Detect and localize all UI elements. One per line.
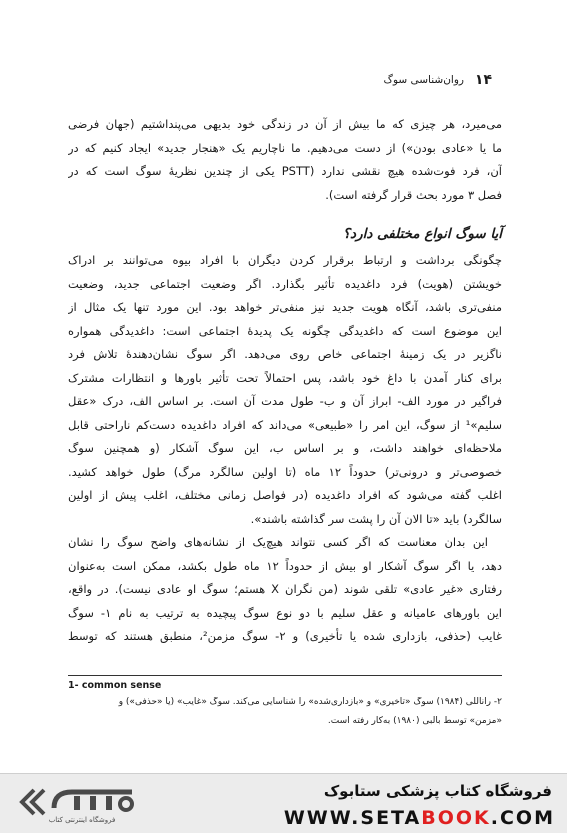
url-part-3: .COM [490,807,555,829]
text-line: رفتاری «غیر عادی» تلقی شوند (من نگران X هستم؛ سوگ او عادی نیست). در واقع، [68,582,502,596]
url-part-1: WWW.SETA [283,807,422,829]
url-part-2: BOOK [421,807,491,829]
footnote-divider [68,675,502,676]
footnote-2-line-2: «مزمن» توسط بالبی (۱۹۸۰) به‌کار رفته است. [327,716,502,726]
text-line: فصل ۳ مورد بحث قرار گرفته است). [325,187,502,202]
shop-url-link[interactable] [284,807,555,829]
footnote-1: 1- common sense [68,680,162,691]
text-line: این موضوع است که داغدیدگی چگونه یک پدیدهٔ اجتماعی است: داغدیدگی همواره [68,323,502,338]
text-line: سالگرد) باید «تا الان آن را پشت سر گذاشته باشند». [250,511,502,526]
store-banner[interactable] [0,773,567,833]
text-line: منفی‌تری باشد، آنگاه هویت جدید نیز منفی‌تر خواهد بود. این مورد تنها یک مثال از [68,300,502,314]
text-line: ناگزیر در یک زمینهٔ اجتماعی خاص روی می‌دهد. اگر سوگ نشان‌دهندهٔ تلاش فرد [68,347,502,361]
text-line: فراگیر در مورد الف- ابراز آن و ب- طول مدت آن است. بر اساس الف، درک «عقل [68,394,502,408]
section-heading: آیا سوگ انواع مختلفی دارد؟ [342,226,502,242]
page-header [60,72,492,92]
text-line: اغلب گفته می‌شود که افراد داغدیده (در فواصل زمانی مختلف، اغلب پیش از اولین [68,488,502,502]
footnote-2-line-1: ۲- راناللی (۱۹۸۴) سوگ «تأخیری» و «بازداری‌شده» را شناسایی می‌کند. سوگ «غایب» (یا «حذفی») و [118,697,502,707]
text-line: می‌میرد، هر چیزی که ما بیش از آن در زندگی خود بدیهی می‌پنداشتیم (جهان فرضی [68,117,502,131]
setabook-logo[interactable] [14,782,144,826]
text-line: سلیم»¹ از سوگ، این امر را «طبیعی» می‌داند که افراد داغدیده دست‌کم ناراحتی قابل [68,417,502,432]
text-line: برای کنار آمدن با داغ خود باشد، پس احتمالاً تحت تأثیر باورها و انتظارات مشترک [68,370,502,385]
text-line: ما یا «عادی بودن») از دست می‌دهیم. ما ناچاریم یک «هنجار جدید» ایجاد کنیم که در [68,140,502,155]
setabook-logo-icon [14,782,144,826]
text-line: این بدان معناست که اگر کسی نتواند هیچ‌یک از نشانه‌های واضح سوگ را نشان [68,535,488,549]
page-number: ۱۴ [474,72,492,88]
text-line: غایب (حذفی، بازداری شده یا تأخیری) و ۲- سوگ مزمن²، منطبق هستند که توسط [68,629,502,643]
paragraph-intro [68,113,502,649]
running-title: روان‌شناسی سوگ [383,74,464,86]
logo-subtitle: فروشگاه اینترنتی کتاب [48,816,116,824]
text-line: ملاحظه‌ای خواهند داشت، و بر اساس ب، این سوگ آشکار (و همچنین سوگ [68,441,502,455]
text-line: این باورهای عامیانه و عقل سلیم با دو نوع سوگ پیچیده به ترتیب به نام ۱- سوگ [68,605,502,620]
text-line: دهد، یا اگر سوگ آشکار او بیش از حدوداً ۱۲ ماه طول بکشد، ممکن است به‌عنوان [68,558,502,573]
shop-name[interactable]: فروشگاه کتاب پزشکی ستابوک [323,782,552,800]
text-line: خصوصی‌تر و درونی‌تر) حدوداً ۱۲ ماه (تا اولین سالگرد مرگ) طول خواهد کشید. [68,464,502,479]
text-line: چگونگی برداشت و ارتباط برقرار کردن دیگران با افراد بیوه می‌توانند بر ادراک [68,253,502,267]
text-line: آن، فرد فوت‌شده هیچ نقشی ندارد (PSTT یکی از چندین نظریهٔ سوگ است که در [68,164,502,178]
text-line: خویشتن (هویت) فرد داغدیده تأثیر بگذارد. اگر وضعیت اجتماعی جدید، وضعیت [68,276,502,291]
